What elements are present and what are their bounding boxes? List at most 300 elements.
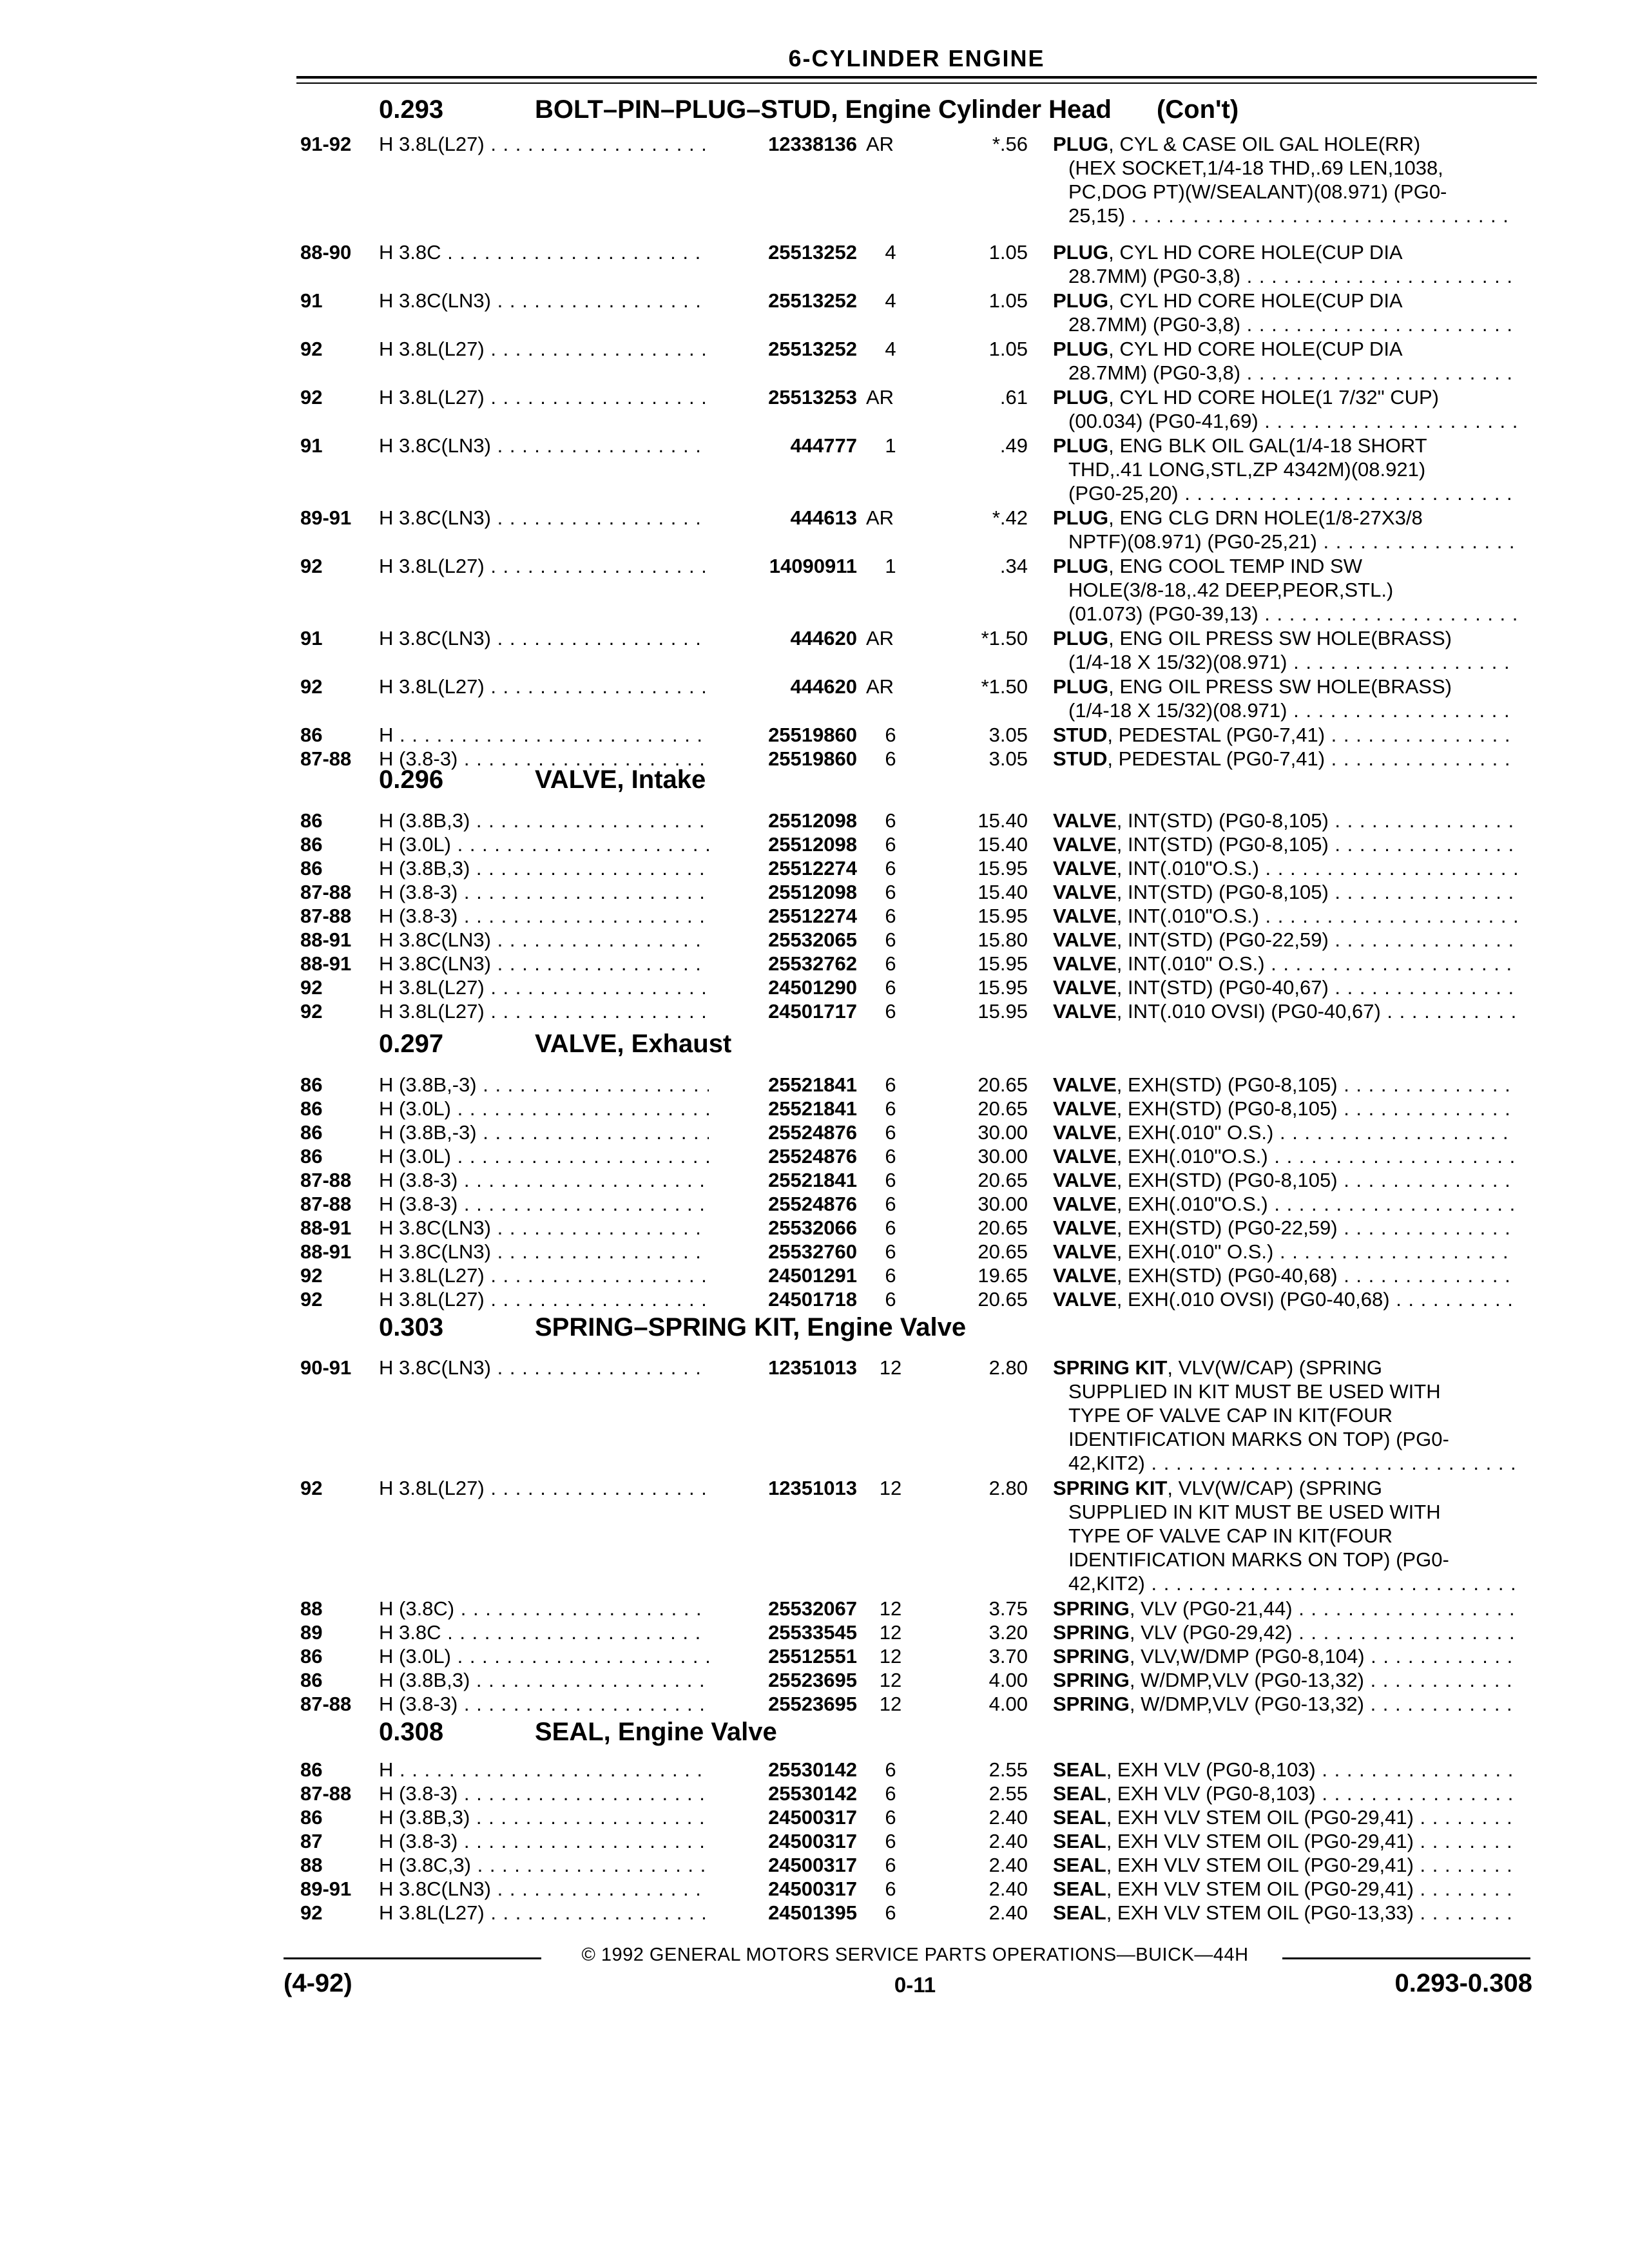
part-description bbox=[1053, 723, 1517, 747]
part-number: 24501290 bbox=[709, 975, 857, 999]
part-row bbox=[0, 1356, 1629, 1474]
description-detail: , EXH VLV (PG0-8,103) bbox=[1106, 1782, 1316, 1805]
part-row bbox=[0, 1476, 1629, 1595]
part-description bbox=[1053, 675, 1517, 722]
section-title bbox=[535, 1313, 966, 1342]
part-row bbox=[0, 1901, 1629, 1925]
engine-model: H 3.8L(L27) . . . bbox=[379, 1264, 720, 1287]
quantity: 12 bbox=[879, 1356, 902, 1379]
description-detail: , ENG BLK OIL GAL(1/4-18 SHORT bbox=[1108, 434, 1427, 457]
part-row bbox=[0, 952, 1629, 975]
quantity: 6 bbox=[885, 1878, 896, 1900]
part-number: 25532066 bbox=[709, 1216, 857, 1240]
engine-model: H . . . bbox=[379, 723, 720, 747]
description-line: PC,DOG PT)(W/SEALANT)(08.971) (PG0- bbox=[1068, 180, 1447, 203]
part-row bbox=[0, 385, 1629, 432]
section-number: 0.297 bbox=[379, 1030, 444, 1058]
description-keyword: SEAL bbox=[1053, 1901, 1106, 1924]
part-description bbox=[1053, 1240, 1517, 1264]
engine-model: H 3.8L(L27) . . . bbox=[379, 999, 720, 1023]
description-keyword: SEAL bbox=[1053, 1758, 1106, 1781]
part-description bbox=[1053, 1758, 1517, 1782]
section-number: 0.296 bbox=[379, 765, 444, 794]
part-description bbox=[1053, 132, 1517, 227]
part-row bbox=[0, 928, 1629, 952]
part-number: 444613 bbox=[709, 506, 857, 530]
engine-model: H (3.8B,3) . . . bbox=[379, 809, 720, 832]
model-year: 92 bbox=[300, 1288, 323, 1311]
engine-model: H 3.8L(L27) . . . bbox=[379, 554, 720, 578]
engine-model: H 3.8L(L27) . . . bbox=[379, 132, 720, 156]
price: 15.40 bbox=[978, 881, 1028, 903]
description-keyword: VALVE bbox=[1053, 1240, 1117, 1263]
description-line: (1/4-18 X 15/32)(08.971) . . . bbox=[1053, 650, 1517, 674]
price: 3.70 bbox=[988, 1645, 1028, 1667]
description-keyword: VALVE bbox=[1053, 1169, 1117, 1191]
part-description bbox=[1053, 999, 1517, 1023]
engine-model: H (3.0L) . . . bbox=[379, 1097, 720, 1120]
engine-model: H 3.8C(LN3) . . . bbox=[379, 1240, 720, 1264]
engine-model: H 3.8L(L27) . . . bbox=[379, 675, 720, 698]
section-title bbox=[535, 1718, 777, 1747]
part-row bbox=[0, 723, 1629, 747]
part-number: 24501717 bbox=[709, 999, 857, 1023]
description-line bbox=[1053, 952, 1517, 975]
model-year: 87 bbox=[300, 1830, 323, 1852]
part-number: 444777 bbox=[709, 434, 857, 457]
engine-model: H 3.8C(LN3) . . . bbox=[379, 289, 720, 312]
description-keyword: PLUG bbox=[1053, 555, 1109, 577]
description-keyword: VALVE bbox=[1053, 833, 1117, 856]
model-year: 91 bbox=[300, 627, 323, 649]
quantity: AR bbox=[866, 675, 894, 698]
part-row bbox=[0, 1216, 1629, 1240]
description-keyword: SEAL bbox=[1053, 1782, 1106, 1805]
description-detail: , VLV(W/CAP) (SPRING bbox=[1167, 1477, 1382, 1499]
part-row bbox=[0, 1597, 1629, 1620]
part-number: 24501291 bbox=[709, 1264, 857, 1287]
model-year: 87-88 bbox=[300, 905, 352, 927]
engine-model: H 3.8L(L27) . . . bbox=[379, 1476, 720, 1500]
part-description bbox=[1053, 240, 1517, 288]
description-line bbox=[1053, 1356, 1517, 1379]
description-detail: , INT(.010 OVSI) (PG0-40,67) bbox=[1116, 1000, 1381, 1023]
description-keyword: VALVE bbox=[1053, 809, 1117, 832]
description-line: NPTF)(08.971) (PG0-25,21) . . . bbox=[1053, 530, 1517, 553]
description-detail: , W/DMP,VLV (PG0-13,32) bbox=[1129, 1669, 1364, 1691]
part-row bbox=[0, 1287, 1629, 1311]
model-year: 92 bbox=[300, 386, 323, 408]
quantity: 6 bbox=[885, 724, 896, 746]
description-detail: , CYL HD CORE HOLE(CUP DIA bbox=[1108, 241, 1403, 264]
description-detail: , CYL & CASE OIL GAL HOLE(RR) bbox=[1108, 133, 1421, 155]
quantity: 6 bbox=[885, 1121, 896, 1144]
description-line bbox=[1053, 880, 1517, 904]
engine-model: H (3.0L) . . . bbox=[379, 832, 720, 856]
footer-rule-left bbox=[284, 1957, 541, 1959]
description-line: SUPPLIED IN KIT MUST BE USED WITH bbox=[1068, 1380, 1441, 1403]
quantity: 6 bbox=[885, 1854, 896, 1876]
description-line: 42,KIT2) . . . bbox=[1053, 1571, 1517, 1595]
description-line bbox=[1053, 240, 1517, 264]
section-heading bbox=[0, 1313, 1629, 1345]
model-year: 86 bbox=[300, 724, 323, 746]
description-detail: , INT(.010"O.S.) bbox=[1116, 905, 1259, 927]
section-number: 0.293 bbox=[379, 95, 444, 124]
part-description bbox=[1053, 1668, 1517, 1692]
description-keyword: STUD bbox=[1053, 747, 1108, 770]
description-keyword: SEAL bbox=[1053, 1854, 1106, 1876]
part-description bbox=[1053, 1216, 1517, 1240]
engine-model: H 3.8L(L27) . . . bbox=[379, 1901, 720, 1925]
description-detail: , W/DMP,VLV (PG0-13,32) bbox=[1129, 1693, 1364, 1715]
description-detail: , ENG CLG DRN HOLE(1/8-27X3/8 bbox=[1108, 506, 1423, 529]
price: 30.00 bbox=[978, 1145, 1028, 1168]
description-line bbox=[1053, 999, 1517, 1023]
description-keyword: PLUG bbox=[1053, 434, 1109, 457]
description-line bbox=[1053, 385, 1517, 409]
footer-page-number: 0-11 bbox=[894, 1973, 936, 1997]
description-line bbox=[1053, 1668, 1517, 1692]
quantity: 6 bbox=[885, 747, 896, 770]
description-keyword: VALVE bbox=[1053, 905, 1117, 927]
model-year: 88-91 bbox=[300, 928, 352, 951]
engine-model: H 3.8L(L27) . . . bbox=[379, 385, 720, 409]
footer-rule-right bbox=[1282, 1957, 1530, 1959]
part-number: 25519860 bbox=[709, 747, 857, 771]
section-heading bbox=[0, 95, 1629, 128]
part-row bbox=[0, 1120, 1629, 1144]
model-year: 88-91 bbox=[300, 952, 352, 975]
engine-model: H (3.8-3) . . . bbox=[379, 880, 720, 904]
description-line bbox=[1053, 1476, 1517, 1500]
description-line bbox=[1053, 1692, 1517, 1716]
description-detail: , EXH(STD) (PG0-40,68) bbox=[1116, 1264, 1338, 1287]
description-detail: , INT(STD) (PG0-40,67) bbox=[1116, 976, 1329, 999]
price: 1.05 bbox=[988, 338, 1028, 360]
model-year: 86 bbox=[300, 833, 323, 856]
engine-model: H 3.8L(L27) . . . bbox=[379, 975, 720, 999]
engine-model: H (3.8-3) . . . bbox=[379, 747, 720, 771]
engine-model: H (3.8B,-3) . . . bbox=[379, 1120, 720, 1144]
description-detail: , EXH(STD) (PG0-8,105) bbox=[1116, 1073, 1338, 1096]
model-year: 86 bbox=[300, 1645, 323, 1667]
model-year: 86 bbox=[300, 1806, 323, 1829]
section-number: 0.308 bbox=[379, 1718, 444, 1746]
part-number: 24501718 bbox=[709, 1287, 857, 1311]
section-heading bbox=[0, 1030, 1629, 1062]
engine-model: H (3.8C) . . . bbox=[379, 1597, 720, 1620]
model-year: 86 bbox=[300, 1145, 323, 1168]
description-line: 28.7MM) (PG0-3,8) . . . bbox=[1053, 361, 1517, 385]
quantity: 4 bbox=[885, 289, 896, 312]
part-number: 25519860 bbox=[709, 723, 857, 747]
quantity: 6 bbox=[885, 1097, 896, 1120]
model-year: 87-88 bbox=[300, 1782, 352, 1805]
part-number: 25521841 bbox=[709, 1168, 857, 1192]
description-line bbox=[1053, 1829, 1517, 1853]
engine-model: H (3.8-3) . . . bbox=[379, 1782, 720, 1805]
part-number: 25524876 bbox=[709, 1120, 857, 1144]
part-number: 25512098 bbox=[709, 880, 857, 904]
quantity: 6 bbox=[885, 1782, 896, 1805]
engine-model: H 3.8C(LN3) . . . bbox=[379, 1877, 720, 1901]
description-detail: , INT(STD) (PG0-8,105) bbox=[1116, 809, 1329, 832]
description-keyword: PLUG bbox=[1053, 289, 1109, 312]
model-year: 89-91 bbox=[300, 506, 352, 529]
engine-model: H (3.8B,-3) . . . bbox=[379, 1073, 720, 1097]
price: 2.55 bbox=[988, 1782, 1028, 1805]
part-description bbox=[1053, 975, 1517, 999]
model-year: 86 bbox=[300, 1073, 323, 1096]
engine-model: H 3.8C(LN3) . . . bbox=[379, 626, 720, 650]
description-detail: , EXH(.010"O.S.) bbox=[1116, 1193, 1268, 1215]
description-detail: , EXH(STD) (PG0-22,59) bbox=[1116, 1216, 1338, 1239]
footer-date: (4-92) bbox=[284, 1969, 352, 1997]
description-line bbox=[1053, 1120, 1517, 1144]
description-detail: , EXH(.010" O.S.) bbox=[1116, 1121, 1274, 1144]
description-line bbox=[1053, 1144, 1517, 1168]
engine-model: H (3.8B,3) . . . bbox=[379, 1805, 720, 1829]
description-detail: , EXH(.010" O.S.) bbox=[1116, 1240, 1274, 1263]
description-line: TYPE OF VALVE CAP IN KIT(FOUR bbox=[1068, 1524, 1393, 1547]
quantity: 1 bbox=[885, 434, 896, 457]
quantity: 6 bbox=[885, 1169, 896, 1191]
part-number: 25512551 bbox=[709, 1644, 857, 1668]
part-number: 12351013 bbox=[709, 1356, 857, 1379]
part-description bbox=[1053, 952, 1517, 975]
section-title-text: VALVE, Exhaust bbox=[535, 1030, 732, 1058]
part-description bbox=[1053, 904, 1517, 928]
description-keyword: PLUG bbox=[1053, 627, 1109, 649]
description-keyword: SPRING bbox=[1053, 1693, 1130, 1715]
engine-model: H 3.8C(LN3) . . . bbox=[379, 506, 720, 530]
model-year: 88 bbox=[300, 1854, 323, 1876]
part-description bbox=[1053, 1073, 1517, 1097]
description-detail: , EXH VLV STEM OIL (PG0-29,41) bbox=[1106, 1878, 1414, 1900]
part-description bbox=[1053, 809, 1517, 832]
part-row bbox=[0, 132, 1629, 227]
part-number: 24500317 bbox=[709, 1853, 857, 1877]
description-keyword: SPRING KIT bbox=[1053, 1477, 1168, 1499]
model-year: 88-91 bbox=[300, 1216, 352, 1239]
part-description bbox=[1053, 506, 1517, 553]
price: *1.50 bbox=[981, 627, 1028, 649]
quantity: AR bbox=[866, 386, 894, 408]
quantity: AR bbox=[866, 627, 894, 649]
price: 2.55 bbox=[988, 1758, 1028, 1781]
description-keyword: VALVE bbox=[1053, 1193, 1117, 1215]
description-keyword: PLUG bbox=[1053, 506, 1109, 529]
price: *.42 bbox=[992, 506, 1028, 529]
quantity: 1 bbox=[885, 555, 896, 577]
part-row bbox=[0, 1240, 1629, 1264]
description-keyword: VALVE bbox=[1053, 1288, 1117, 1311]
part-row bbox=[0, 626, 1629, 673]
description-line bbox=[1053, 1264, 1517, 1287]
part-row bbox=[0, 1264, 1629, 1287]
description-keyword: VALVE bbox=[1053, 976, 1117, 999]
part-number: 14090911 bbox=[709, 554, 857, 578]
part-number: 25530142 bbox=[709, 1758, 857, 1782]
description-detail: , PEDESTAL (PG0-7,41) bbox=[1107, 724, 1325, 746]
model-year: 92 bbox=[300, 1901, 323, 1924]
price: 3.05 bbox=[988, 747, 1028, 770]
price: 15.95 bbox=[978, 952, 1028, 975]
part-description bbox=[1053, 1644, 1517, 1668]
quantity: 6 bbox=[885, 1264, 896, 1287]
price: 15.40 bbox=[978, 833, 1028, 856]
quantity: 6 bbox=[885, 928, 896, 951]
quantity: 6 bbox=[885, 1193, 896, 1215]
part-description bbox=[1053, 832, 1517, 856]
price: 1.05 bbox=[988, 241, 1028, 264]
engine-model: H 3.8L(L27) . . . bbox=[379, 337, 720, 361]
model-year: 92 bbox=[300, 338, 323, 360]
price: 15.80 bbox=[978, 928, 1028, 951]
quantity: 4 bbox=[885, 338, 896, 360]
part-row bbox=[0, 434, 1629, 505]
model-year: 87-88 bbox=[300, 881, 352, 903]
part-description bbox=[1053, 1597, 1517, 1620]
engine-model: H 3.8C(LN3) . . . bbox=[379, 1216, 720, 1240]
price: *1.50 bbox=[981, 675, 1028, 698]
part-number: 24500317 bbox=[709, 1829, 857, 1853]
description-detail: , ENG COOL TEMP IND SW bbox=[1108, 555, 1362, 577]
price: 15.95 bbox=[978, 1000, 1028, 1023]
description-line: 28.7MM) (PG0-3,8) . . . bbox=[1053, 312, 1517, 336]
quantity: 12 bbox=[879, 1621, 902, 1644]
description-line bbox=[1053, 434, 1517, 457]
part-row bbox=[0, 1097, 1629, 1120]
price: 4.00 bbox=[988, 1669, 1028, 1691]
engine-model: H (3.8B,3) . . . bbox=[379, 856, 720, 880]
description-keyword: SPRING bbox=[1053, 1621, 1130, 1644]
part-row bbox=[0, 506, 1629, 553]
description-detail: , CYL HD CORE HOLE(CUP DIA bbox=[1108, 289, 1403, 312]
description-line bbox=[1053, 832, 1517, 856]
price: 4.00 bbox=[988, 1693, 1028, 1715]
engine-model: H (3.8-3) . . . bbox=[379, 1168, 720, 1192]
part-number: 24501395 bbox=[709, 1901, 857, 1925]
description-line bbox=[1053, 1620, 1517, 1644]
engine-model: H (3.8-3) . . . bbox=[379, 1192, 720, 1216]
model-year: 86 bbox=[300, 1121, 323, 1144]
price: 2.40 bbox=[988, 1830, 1028, 1852]
description-detail: , PEDESTAL (PG0-7,41) bbox=[1107, 747, 1325, 770]
part-row bbox=[0, 880, 1629, 904]
price: 15.40 bbox=[978, 809, 1028, 832]
description-line bbox=[1053, 1192, 1517, 1216]
section-title bbox=[535, 1030, 731, 1059]
part-description bbox=[1053, 1829, 1517, 1853]
engine-model: H 3.8C . . . bbox=[379, 240, 720, 264]
description-detail: , EXH(STD) (PG0-8,105) bbox=[1116, 1169, 1338, 1191]
model-year: 89 bbox=[300, 1621, 323, 1644]
engine-model: H . . . bbox=[379, 1758, 720, 1782]
price: 30.00 bbox=[978, 1121, 1028, 1144]
model-year: 86 bbox=[300, 1097, 323, 1120]
quantity: 6 bbox=[885, 1901, 896, 1924]
description-detail: , EXH(.010"O.S.) bbox=[1116, 1145, 1268, 1168]
description-detail: , INT(STD) (PG0-8,105) bbox=[1116, 881, 1329, 903]
footer-section-range: 0.293-0.308 bbox=[1394, 1969, 1532, 1997]
part-row bbox=[0, 999, 1629, 1023]
price: 2.40 bbox=[988, 1854, 1028, 1876]
engine-model: H 3.8C . . . bbox=[379, 1620, 720, 1644]
quantity: 6 bbox=[885, 1216, 896, 1239]
description-detail: , ENG OIL PRESS SW HOLE(BRASS) bbox=[1108, 675, 1452, 698]
description-keyword: SEAL bbox=[1053, 1830, 1106, 1852]
description-line: 42,KIT2) . . . bbox=[1053, 1451, 1517, 1475]
section-title-text: VALVE, Intake bbox=[535, 765, 706, 794]
price: 15.95 bbox=[978, 857, 1028, 879]
price: 19.65 bbox=[978, 1264, 1028, 1287]
part-row bbox=[0, 240, 1629, 287]
description-line bbox=[1053, 747, 1517, 771]
description-line bbox=[1053, 1097, 1517, 1120]
part-number: 25532065 bbox=[709, 928, 857, 952]
description-keyword: PLUG bbox=[1053, 675, 1109, 698]
description-detail: , VLV (PG0-29,42) bbox=[1129, 1621, 1293, 1644]
description-detail: , EXH VLV STEM OIL (PG0-13,33) bbox=[1106, 1901, 1414, 1924]
part-description bbox=[1053, 289, 1517, 336]
description-detail: , INT(STD) (PG0-22,59) bbox=[1116, 928, 1329, 951]
engine-model: H 3.8C(LN3) . . . bbox=[379, 928, 720, 952]
part-number: 25524876 bbox=[709, 1144, 857, 1168]
part-number: 25513252 bbox=[709, 289, 857, 312]
model-year: 87-88 bbox=[300, 747, 352, 770]
model-year: 92 bbox=[300, 1000, 323, 1023]
description-line bbox=[1053, 1644, 1517, 1668]
engine-model: H 3.8L(L27) . . . bbox=[379, 1287, 720, 1311]
description-line: (PG0-25,20) . . . bbox=[1053, 481, 1517, 505]
description-detail: , ENG OIL PRESS SW HOLE(BRASS) bbox=[1108, 627, 1452, 649]
description-detail: , CYL HD CORE HOLE(1 7/32" CUP) bbox=[1108, 386, 1440, 408]
section-title bbox=[535, 95, 1239, 124]
description-line bbox=[1053, 675, 1517, 698]
part-row bbox=[0, 856, 1629, 880]
part-number: 444620 bbox=[709, 675, 857, 698]
model-year: 91 bbox=[300, 434, 323, 457]
model-year: 91-92 bbox=[300, 133, 352, 155]
part-number: 25521841 bbox=[709, 1073, 857, 1097]
description-line bbox=[1053, 289, 1517, 312]
description-line bbox=[1053, 1597, 1517, 1620]
description-keyword: SEAL bbox=[1053, 1878, 1106, 1900]
part-description bbox=[1053, 1901, 1517, 1925]
section-number: 0.303 bbox=[379, 1313, 444, 1341]
engine-model: H 3.8C(LN3) . . . bbox=[379, 952, 720, 975]
description-keyword: VALVE bbox=[1053, 1097, 1117, 1120]
part-row bbox=[0, 1805, 1629, 1829]
part-row bbox=[0, 1144, 1629, 1168]
description-line: 25,15) . . . bbox=[1053, 204, 1517, 227]
description-keyword: VALVE bbox=[1053, 1145, 1117, 1168]
part-description bbox=[1053, 554, 1517, 626]
part-description bbox=[1053, 626, 1517, 674]
description-keyword: VALVE bbox=[1053, 952, 1117, 975]
price: .61 bbox=[999, 386, 1028, 408]
part-number: 25512098 bbox=[709, 832, 857, 856]
price: 3.20 bbox=[988, 1621, 1028, 1644]
quantity: 6 bbox=[885, 952, 896, 975]
description-line: IDENTIFICATION MARKS ON TOP) (PG0- bbox=[1068, 1548, 1449, 1571]
model-year: 89-91 bbox=[300, 1878, 352, 1900]
part-row bbox=[0, 1073, 1629, 1097]
engine-model: H (3.8C,3) . . . bbox=[379, 1853, 720, 1877]
part-description bbox=[1053, 1853, 1517, 1877]
